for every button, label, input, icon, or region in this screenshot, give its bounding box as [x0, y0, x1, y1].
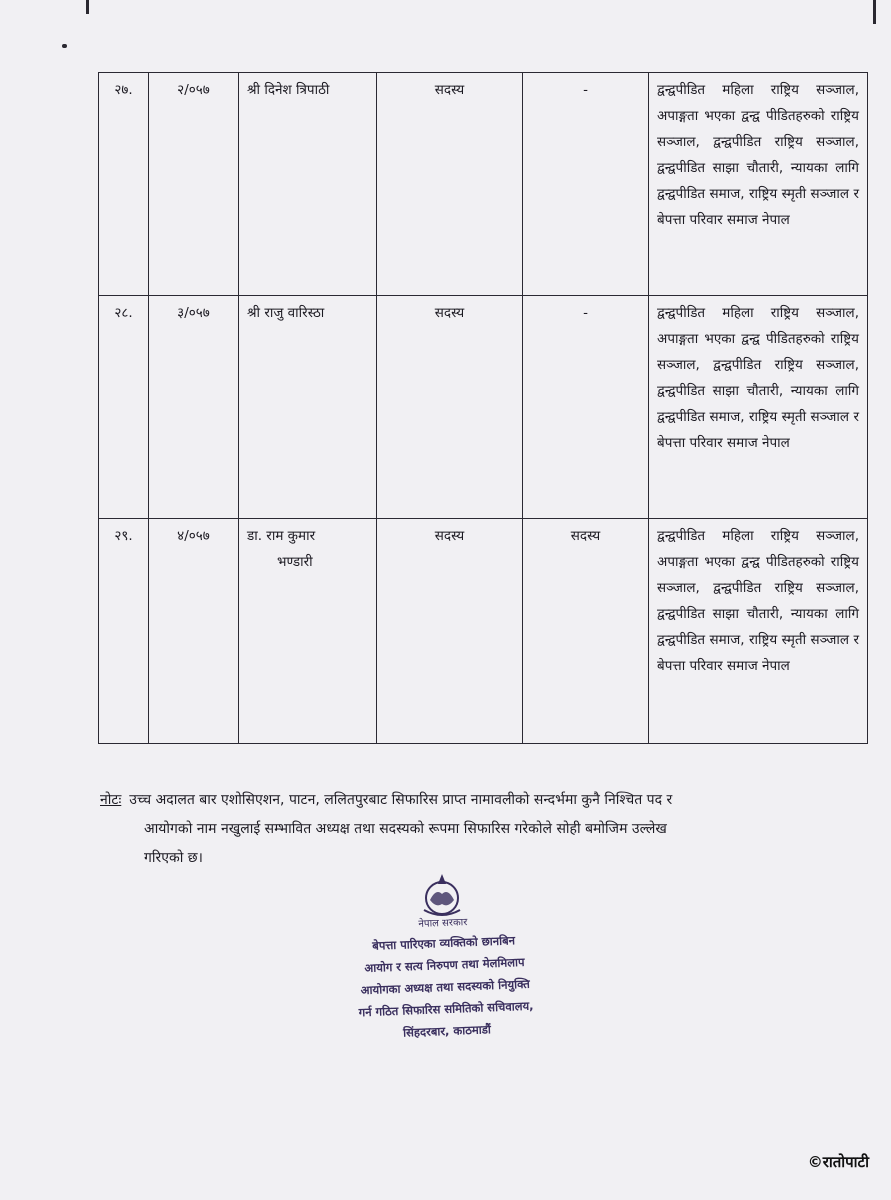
note-line: गरिएको छ।	[144, 850, 203, 866]
org-line: समाज, राष्ट्रिय स्मृती सञ्जाल र	[709, 409, 859, 425]
org-line: द्वन्द्वपीडित महिला राष्ट्रिय	[657, 305, 800, 321]
serial-number: २७.	[99, 73, 149, 296]
person-name: श्री दिनेश त्रिपाठी	[239, 73, 377, 296]
org-line: न्यायका लागि द्वन्द्वपीडित	[657, 606, 859, 648]
registration-number: २/०५७	[149, 73, 239, 296]
position-1: सदस्य	[377, 519, 523, 744]
punch-mark	[86, 0, 89, 14]
recommending-organizations	[649, 296, 868, 519]
person-name	[239, 519, 377, 744]
table-row	[99, 519, 868, 744]
watermark: ©रातोपाटी	[807, 1153, 869, 1171]
org-line: बेपत्ता परिवार समाज नेपाल	[657, 212, 790, 228]
table-row	[99, 296, 868, 519]
org-line: सञ्जाल, अपाङ्गता भएका द्वन्द्व	[657, 305, 859, 347]
org-line: न्यायका लागि द्वन्द्वपीडित	[657, 160, 859, 202]
stamp-line: बेपत्ता पारिएका व्यक्तिको छानबिन	[371, 933, 516, 953]
person-name-line: डा. राम कुमार	[247, 528, 316, 544]
serial-number: २९.	[99, 519, 149, 744]
position-2: -	[523, 73, 649, 296]
org-line: सञ्जाल, अपाङ्गता भएका द्वन्द्व	[657, 82, 859, 124]
org-line: बेपत्ता परिवार समाज नेपाल	[657, 658, 790, 674]
note-line: उच्च अदालत बार एशोसिएशन, पाटन, ललितपुरबाट सिफारिस प्राप्त नामावलीको सन्दर्भमा कुनै निश्चित पद र	[129, 792, 673, 808]
org-line: न्यायका लागि द्वन्द्वपीडित	[657, 383, 859, 425]
org-line: पीडितहरुको राष्ट्रिय सञ्जाल,	[657, 108, 859, 150]
org-line: द्वन्द्वपीडित महिला राष्ट्रिय	[657, 82, 800, 98]
org-line: द्वन्द्वपीडित राष्ट्रिय सञ्जाल,	[713, 580, 859, 596]
org-line: सञ्जाल, अपाङ्गता भएका द्वन्द्व	[657, 528, 859, 570]
stamp-line: गर्न गठित सिफारिस समितिको सचिवालय,	[358, 998, 534, 1020]
position-1: सदस्य	[377, 73, 523, 296]
recommendation-table	[98, 72, 868, 744]
org-line: द्वन्द्वपीडित साझा चौतारी,	[657, 160, 784, 176]
punch-mark	[62, 44, 67, 48]
stamp-header: नेपाल सरकार	[418, 917, 468, 930]
punch-mark	[873, 0, 876, 24]
person-name-line: भण्डारी	[277, 554, 313, 570]
org-line: पीडितहरुको राष्ट्रिय सञ्जाल,	[657, 331, 859, 373]
person-name: श्री राजु वारिस्ठा	[239, 296, 377, 519]
footnote	[100, 786, 864, 873]
stamp-line: सिंहदरबार, काठमाडौं	[402, 1022, 492, 1040]
registration-number: ४/०५७	[149, 519, 239, 744]
org-line: द्वन्द्वपीडित महिला राष्ट्रिय	[657, 528, 800, 544]
serial-number: २८.	[99, 296, 149, 519]
org-line: समाज, राष्ट्रिय स्मृती सञ्जाल र	[709, 632, 859, 648]
recommending-organizations	[649, 73, 868, 296]
org-line: बेपत्ता परिवार समाज नेपाल	[657, 435, 790, 451]
stamp-line: आयोग र सत्य निरुपण तथा मेलमिलाप	[364, 954, 525, 976]
note-label: नोटः	[100, 792, 122, 808]
org-line: पीडितहरुको राष्ट्रिय सञ्जाल,	[657, 554, 859, 596]
org-line: द्वन्द्वपीडित राष्ट्रिय सञ्जाल,	[713, 134, 859, 150]
org-line: द्वन्द्वपीडित साझा चौतारी,	[657, 383, 784, 399]
position-2: -	[523, 296, 649, 519]
org-line: समाज, राष्ट्रिय स्मृती सञ्जाल र	[709, 186, 859, 202]
note-line: आयोगको नाम नखुलाई सम्भावित अध्यक्ष तथा सदस्यको रूपमा सिफारिस गरेकोले सोही बमोजिम उल्लेख	[144, 821, 667, 837]
position-2: सदस्य	[523, 519, 649, 744]
office-stamp	[328, 912, 563, 1047]
recommending-organizations	[649, 519, 868, 744]
position-1: सदस्य	[377, 296, 523, 519]
table-row	[99, 73, 868, 296]
org-line: द्वन्द्वपीडित साझा चौतारी,	[657, 606, 784, 622]
government-emblem-icon	[416, 870, 468, 922]
stamp-line: आयोगका अध्यक्ष तथा सदस्यको नियुक्ति	[360, 976, 531, 998]
registration-number: ३/०५७	[149, 296, 239, 519]
org-line: द्वन्द्वपीडित राष्ट्रिय सञ्जाल,	[713, 357, 859, 373]
